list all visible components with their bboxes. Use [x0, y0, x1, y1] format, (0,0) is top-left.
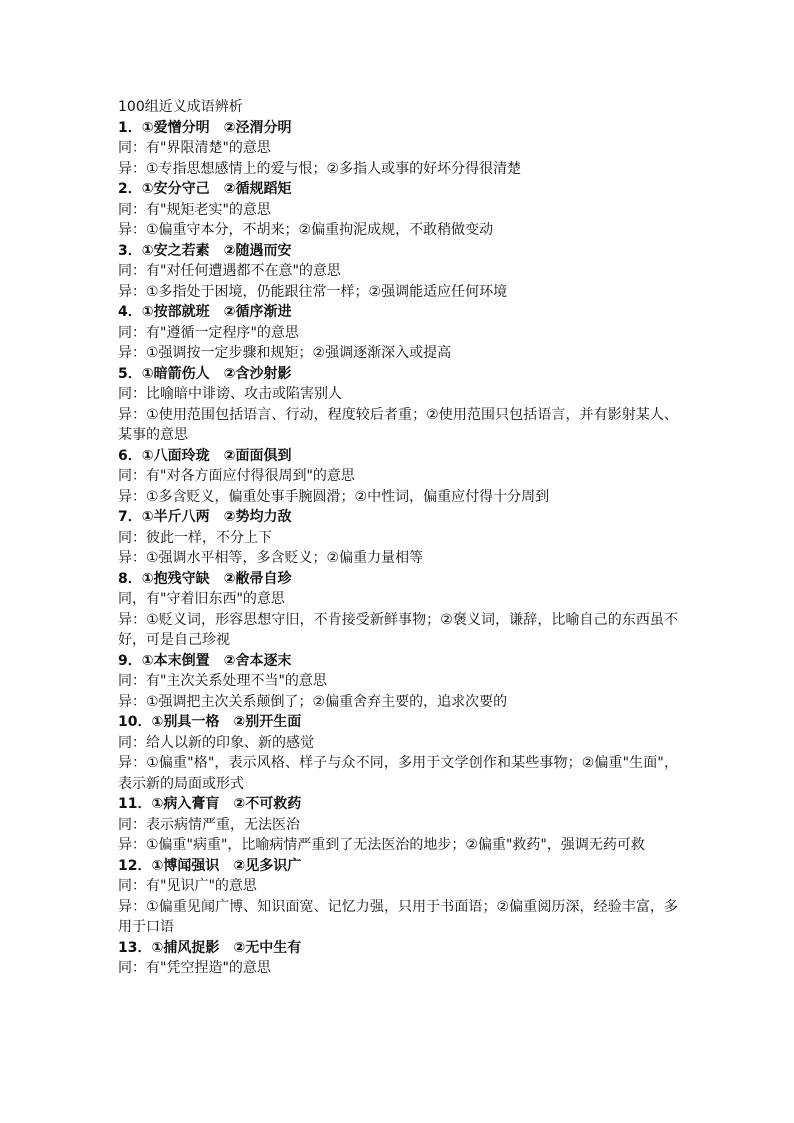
idiom-pair-heading: 1．①爱憎分明 ②泾渭分明	[118, 119, 292, 136]
idiom-pair-heading: 3．①安之若素 ②随遇而安	[118, 242, 292, 259]
document-page	[118, 97, 678, 979]
similarity-line: 同：有"对各方面应付得很周到"的意思	[118, 468, 355, 484]
similarity-line: 同：有"界限清楚"的意思	[118, 140, 271, 156]
idiom-pair-heading: 4．①按部就班 ②循序渐进	[118, 304, 292, 320]
similarity-line: 同：有"凭空捏造"的意思	[118, 960, 271, 976]
difference-line: 异：①偏重见闻广博、知识面宽、记忆力强，只用于书面语；②偏重阅历深，经验丰富，多用于口语	[118, 898, 678, 935]
similarity-line: 同：给人以新的印象、新的感觉	[118, 734, 314, 751]
idiom-pair-heading: 12．①博闻强识 ②见多识广	[118, 857, 302, 874]
difference-line: 异：①偏重守本分，不胡来；②偏重拘泥成规，不敢稍做变动	[118, 222, 494, 238]
similarity-line: 同：有"遵循一定程序"的意思	[118, 324, 299, 341]
idiom-pair-heading: 10．①别具一格 ②别开生面	[118, 714, 302, 730]
difference-line: 异：①偏重"格"，表示风格、样子与众不同，多用于文学创作和某些事物；②偏重"生面"，表示新的局面或形式	[118, 755, 678, 792]
idiom-pair-heading: 6．①八面玲珑 ②面面俱到	[118, 447, 292, 464]
similarity-line: 同：比喻暗中诽谤、攻击或陷害别人	[118, 386, 342, 402]
similarity-line: 同：有"规矩老实"的意思	[118, 201, 271, 218]
idiom-pair-heading: 2．①安分守己 ②循规蹈矩	[118, 181, 292, 197]
similarity-line: 同：有"对任何遭遇都不在意"的意思	[118, 263, 341, 279]
difference-line: 异：①强调把主次关系颠倒了；②偏重舍弃主要的，追求次要的	[118, 693, 508, 710]
difference-line: 异：①贬义词，形容思想守旧，不肯接受新鲜事物；②褒义词，谦辞，比喻自己的东西虽不好，可是自己珍视	[118, 611, 678, 648]
difference-line: 异：①专指思想感情上的爱与恨；②多指人或事的好坏分得很清楚	[118, 160, 522, 177]
idiom-pair-heading: 8．①抱残守缺 ②敝帚自珍	[118, 570, 292, 587]
difference-line: 异：①多含贬义，偏重处事手腕圆滑；②中性词，偏重应付得十分周到	[118, 488, 550, 505]
difference-line: 异：①强调水平相等，多含贬义；②偏重力量相等	[118, 550, 424, 566]
difference-line: 异：①偏重"病重"，比喻病情严重到了无法医治的地步；②偏重"救药"，强调无药可救	[118, 837, 645, 853]
similarity-line: 同，有"守着旧东西"的意思	[118, 591, 285, 607]
idiom-pair-heading: 11．①病入膏肓 ②不可救药	[118, 796, 302, 812]
idiom-pair-heading: 9．①本末倒置 ②舍本逐末	[118, 652, 292, 669]
difference-line: 异：①使用范围包括语言、行动，程度较后者重；②使用范围只包括语言，并有影射某人、某事的意思	[118, 406, 678, 443]
idiom-pair-heading: 5．①暗箭伤人 ②含沙射影	[118, 365, 292, 382]
difference-line: 异：①多指处于困境，仍能跟往常一样；②强调能适应任何环境	[118, 283, 508, 300]
idiom-pair-heading: 13．①捕风捉影 ②无中生有	[118, 939, 302, 956]
document-title: 100组近义成语辨析	[118, 99, 243, 115]
similarity-line: 同：彼此一样，不分上下	[118, 529, 272, 546]
similarity-line: 同：有"主次关系处理不当"的意思	[118, 673, 327, 689]
similarity-line: 同：表示病情严重，无法医治	[118, 816, 300, 833]
idiom-pair-heading: 7．①半斤八两 ②势均力敌	[118, 509, 292, 525]
idiom-list	[118, 118, 678, 979]
difference-line: 异：①强调按一定步骤和规矩；②强调逐渐深入或提高	[118, 345, 452, 361]
similarity-line: 同：有"见识广"的意思	[118, 878, 257, 894]
